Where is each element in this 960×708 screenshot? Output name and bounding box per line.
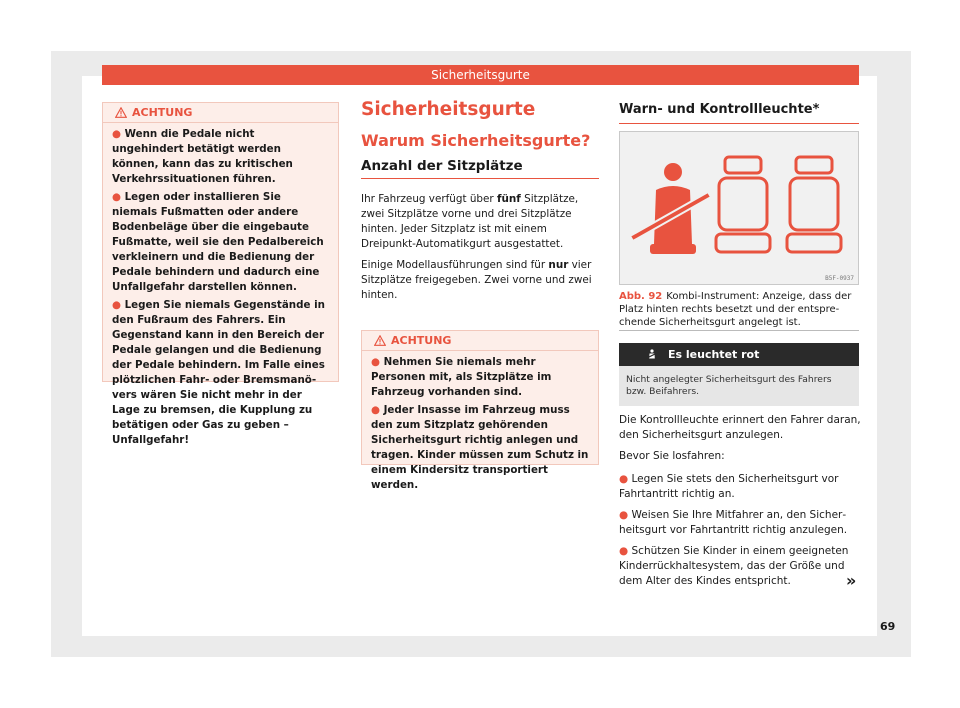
warning-triangle-icon: [374, 335, 386, 346]
bullet-icon: ●: [112, 299, 121, 311]
section-title: Sicherheitsgurte: [361, 99, 536, 120]
indicator-divider: [619, 123, 859, 124]
subsection-title: Warum Sicherheitsgurte?: [361, 131, 591, 150]
bullet-icon: ●: [112, 128, 121, 140]
status-bar: [619, 343, 859, 366]
warning-header: [103, 103, 338, 123]
caption-text: Kombi-Instrument: Anzeige, dass der Platz hinten rechts besetzt und der entsprechende Sicherheitsgurt angelegt ist.: [619, 291, 852, 328]
list-item: ● Weisen Sie Ihre Mitfahrer an, den Sicherheitsgurt vor Fahrtantritt richtig anzulegen.: [619, 509, 848, 536]
bullet-icon: ●: [112, 191, 121, 203]
bullet-icon: ●: [371, 404, 380, 416]
page-number: 69: [880, 620, 896, 633]
middle-column: [361, 99, 599, 309]
warning-title: ACHTUNG: [391, 334, 452, 347]
seat-count-paragraph: Ihr Fahrzeug verfügt über fünf Sitzplätze, zwei Sitzplätze vorne und drei Sitzplätze hinten. Jeder Sitzplatz ist mit einem Dreipunkt-Automatikgurt ausgestattet.: [361, 193, 579, 250]
seatbelt-person-icon: [630, 163, 711, 254]
bullet-icon: ●: [619, 545, 629, 557]
right-column-heading: [619, 102, 859, 124]
warning-item: ● Jeder Insasse im Fahrzeug muss den zum Sitzplatz gehörenden Sicherheitsgurt richtig anlegen und tragen. Kinder müssen zum Schutz in einem Kindersitz transportiert werden.: [371, 404, 589, 491]
seat-icon: [787, 157, 841, 252]
warning-box-middle: [361, 330, 599, 491]
topic-title: Anzahl der Sitzplätze: [361, 158, 523, 174]
caption-divider: [619, 330, 859, 331]
warning-triangle-icon: [115, 107, 127, 118]
continue-arrow-icon: »: [846, 571, 857, 590]
bullet-icon: ●: [619, 473, 629, 485]
status-bar-label: Es leuchtet rot: [668, 348, 760, 361]
bullet-icon: ●: [619, 509, 629, 521]
warning-item: ● Legen Sie niemals Gegenstände in den Fußraum des Fahrers. Ein Gegenstand kann in den Bereich der Pedale gelangen und die Bedienung der Pedale behindern. Im Falle eines plötzlichen Fahr- oder Bremsmanövers wären Sie nicht mehr in der Lage zu bremsen, die Kupplung zu betätigen oder Gas zu geben – Unfallgefahr!: [112, 299, 325, 446]
topic-divider: [361, 178, 599, 179]
warning-item: ● Legen oder installieren Sie niemals Fußmatten oder andere Bodenbeläge über die eingebaute Fußmatte, weil sie den Pedalbereich verkleinern und die Bedienung der Pedale behindern und dadurch eine Unfallgefahr darstellen können.: [112, 191, 324, 293]
warning-title: ACHTUNG: [132, 106, 193, 119]
seatbelt-illustration: [620, 132, 858, 284]
warning-box-left: [102, 102, 339, 446]
figure-caption: [619, 290, 859, 329]
paragraph: Bevor Sie losfahren:: [619, 450, 725, 462]
figure-code: B5F-0937: [825, 275, 854, 282]
list-item: ● Legen Sie stets den Sicherheitsgurt vor Fahrtantritt richtig an.: [619, 473, 839, 500]
warning-item: ● Nehmen Sie niemals mehr Personen mit, als Sitzplätze im Fahrzeug vorhanden sind.: [371, 356, 552, 398]
seatbelt-warning-icon: [646, 349, 658, 361]
warning-item: ● Wenn die Pedale nicht ungehindert betätigt werden können, kann das zu kritischen Verkehrssituationen führen.: [112, 128, 293, 185]
seat-variant-paragraph: Einige Modellausführungen sind für nur vier Sitzplätze freigegeben. Zwei vorne und zwei hinten.: [361, 259, 592, 301]
bullet-icon: ●: [371, 356, 380, 368]
right-column-body: [619, 413, 861, 595]
list-item: ● Schützen Sie Kinder in einem geeigneten Kinderrückhaltesystem, das der Größe und dem Alter des Kindes entspricht.: [619, 545, 849, 587]
paragraph: Die Kontrollleuchte erinnert den Fahrer daran, den Sicherheitsgurt anzulegen.: [619, 414, 861, 441]
seatbelt-indicator-figure: [619, 131, 859, 285]
warning-header: [362, 331, 598, 351]
section-header-bar: Sicherheitsgurte: [102, 65, 859, 85]
seat-icon: [716, 157, 770, 252]
caption-label: Abb. 92: [619, 291, 663, 302]
status-description: Nicht angelegter Sicherheitsgurt des Fahrers bzw. Beifahrers.: [619, 366, 859, 406]
indicator-title: Warn- und Kontrollleuchte*: [619, 102, 820, 117]
